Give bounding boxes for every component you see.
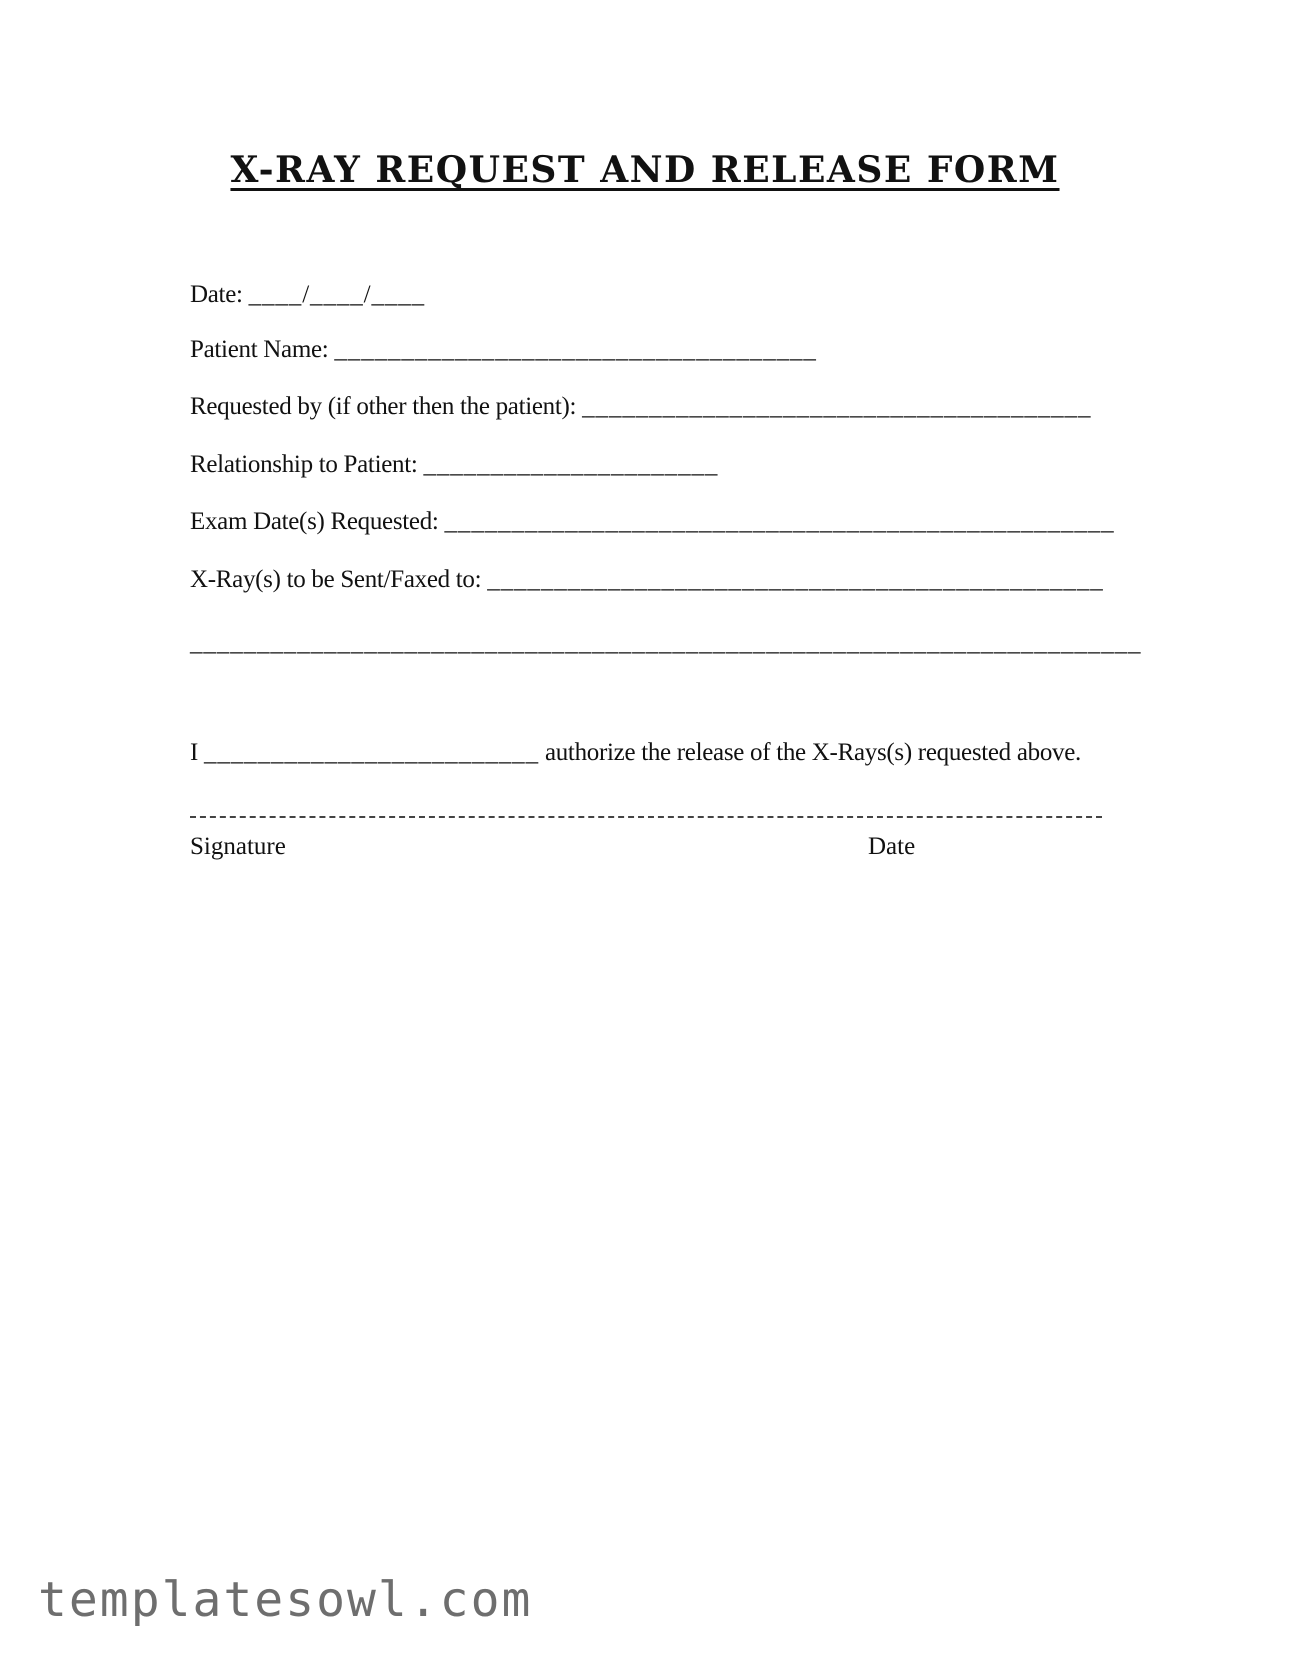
patient-name-label: Patient Name: [190,336,329,363]
authorization-statement [190,738,1081,768]
date-field [190,280,425,310]
watermark: templatesowl.com [38,1572,533,1628]
signature-line[interactable] [190,816,1102,818]
sent-to-label: X-Ray(s) to be Sent/Faxed to: [190,566,482,593]
patient-name-blank[interactable]: ____________________________________ [334,336,817,363]
requested-by-label: Requested by (if other then the patient): [190,393,577,420]
requested-by-blank[interactable]: ______________________________________ [582,393,1092,420]
exam-dates-blank[interactable]: __________________________________________________ [444,508,1115,535]
signature-date-label: Date [868,833,916,860]
relationship-label: Relationship to Patient: [190,451,418,478]
exam-dates-field [190,507,1115,537]
sent-to-blank[interactable]: ______________________________________________ [487,566,1104,593]
form-title [0,148,1290,192]
sent-to-continued-blank[interactable]: _______________________________________________________________________ [190,629,1142,656]
exam-dates-label: Exam Date(s) Requested: [190,508,439,535]
form-title-text: X-RAY REQUEST AND RELEASE FORM [230,149,1060,191]
signature-label: Signature [190,833,286,860]
authorization-name-blank[interactable]: _________________________ [203,739,539,766]
patient-name-field [190,335,817,365]
date-blank[interactable]: ____/____/____ [248,281,426,308]
requested-by-field [190,392,1091,422]
sent-to-field [190,565,1104,595]
sent-to-continued-field [190,628,1141,658]
authorization-text: authorize the release of the X-Rays(s) requested above. [544,739,1081,766]
relationship-blank[interactable]: ______________________ [423,451,719,478]
date-label: Date: [190,281,243,308]
relationship-field [190,450,718,480]
authorization-prefix: I [190,739,199,766]
